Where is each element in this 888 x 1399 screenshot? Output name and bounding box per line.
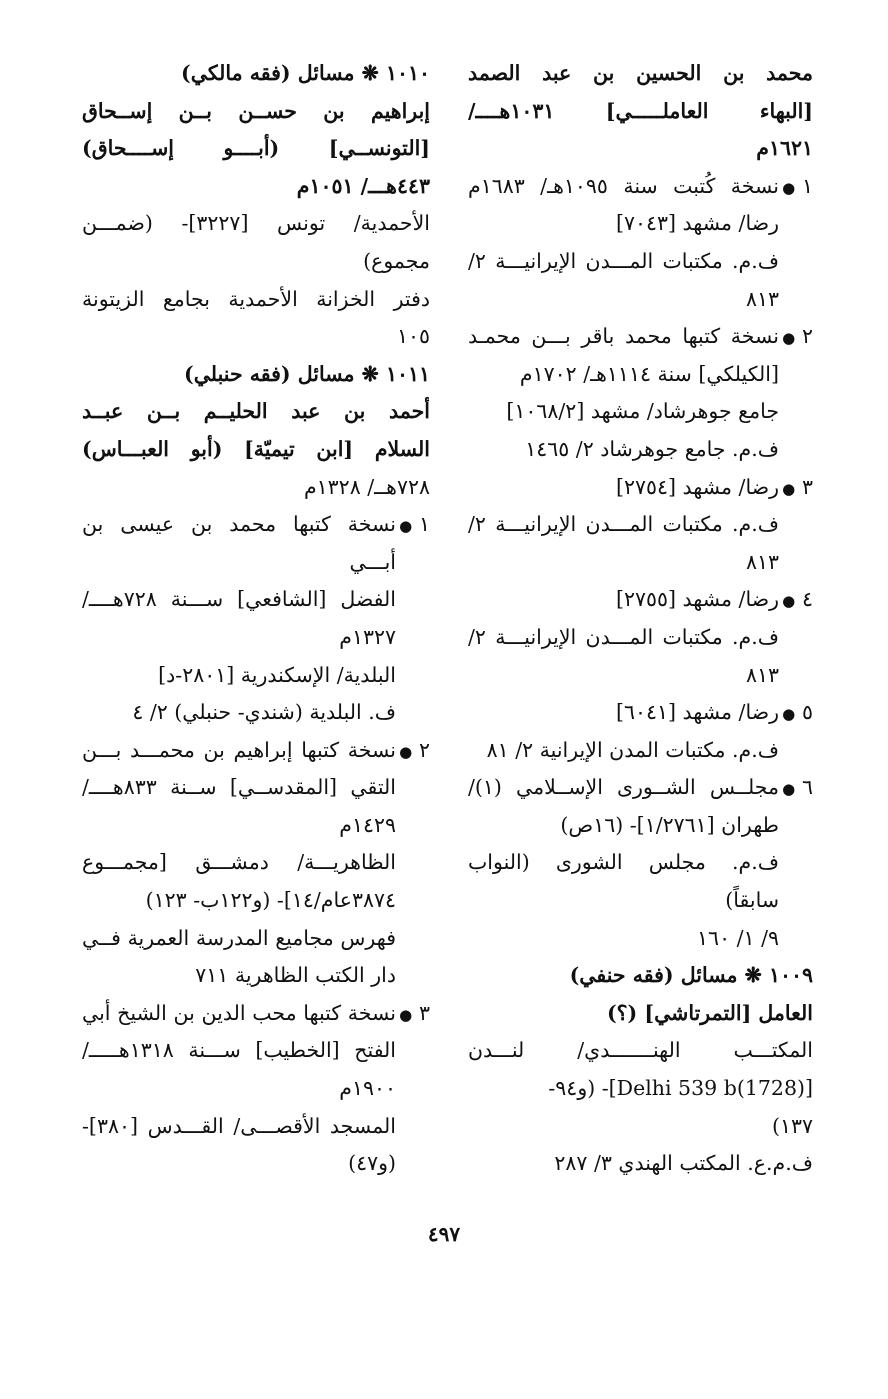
entry-line: نسخة كتبها محب الدين بن الشيخ أبي — [82, 1000, 396, 1025]
entry-line: رضا/ مشهد [٦٠٤١] — [615, 700, 779, 725]
entry-line: (و٤٧) — [348, 1151, 396, 1176]
section-heading-1010: ١٠١٠ ❋ مسائل (فقه مالكي) — [181, 61, 430, 85]
bullet-icon: ● — [782, 592, 800, 611]
author-ibn-taymiyya — [82, 393, 430, 506]
page-number: ٤٩٧ — [427, 1222, 461, 1246]
bullet-icon: ● — [399, 517, 417, 536]
entry-line: [الكيلكي] سنة ١١١٤هـ/ ١٧٠٢م — [519, 361, 779, 386]
author-line: محمد بن الحسين بن عبد الصمد — [468, 61, 813, 85]
entry-line: ف.م.ع. المكتب الهندي ٣/ ٢٨٧ — [554, 1151, 813, 1176]
entry-line: نسخة كتبها محمد باقر بـــن محمـد — [468, 324, 779, 349]
entry-line: المسجد الأقصـــى/ القـــدس [٣٨٠]- — [82, 1113, 396, 1138]
section-heading-1011: ١٠١١ ❋ مسائل (فقه حنبلي) — [184, 361, 430, 386]
author-bahai-amili — [468, 55, 813, 168]
manuscript-entry — [82, 506, 430, 732]
author-ibrahim-tunisi — [82, 93, 430, 206]
manuscript-entry — [82, 205, 430, 355]
entry-line: ١٠٥ — [396, 324, 430, 349]
entry-line: نسخة كُتبت سنة ١٠٩٥هـ/ ١٦٨٣م — [468, 173, 779, 198]
entry-line: ١٣٢٧م — [339, 624, 396, 649]
entry-line: التقي [المقدســي] ســنة ٨٣٣هــــ/ — [82, 775, 396, 800]
entry-line: ٩/ ١/ ١٦٠ — [697, 925, 779, 950]
manuscript-entry — [468, 694, 813, 769]
entry-number: ٦ — [801, 775, 813, 800]
entry-line: البلدية/ الإسكندرية [٢٨٠١-د] — [158, 662, 396, 687]
entry-line: طهران [١/٢٧٦١]- (١٦ص) — [560, 812, 779, 837]
entry-line: نسخة كتبها محمد بن عيسى بن أبـــي — [82, 512, 396, 574]
entry-number: ٣ — [418, 1000, 430, 1025]
entry-number: ٢ — [801, 324, 813, 349]
author-line: ٤٤٣هـــ/ ١٠٥١م — [296, 173, 430, 198]
entry-line: نسخة كتبها إبراهيم بن محمـــد بـــن — [82, 737, 396, 762]
entry-line: دار الكتب الظاهرية ٧١١ — [195, 963, 396, 988]
entry-number: ١ — [418, 512, 430, 537]
entry-line: ٨١٣ — [745, 662, 779, 687]
manuscript-entry — [82, 732, 430, 995]
entry-number: ١ — [801, 173, 813, 198]
bullet-icon: ● — [782, 705, 800, 724]
author-timurtashi — [468, 995, 813, 1033]
entry-line: ١٣٧) — [771, 1113, 813, 1138]
author-line: إبراهيم بن حســن بــن إســحاق — [82, 98, 430, 123]
entry-line: رضا/ مشهد [٢٧٥٤] — [615, 474, 779, 499]
entry-line: ف.م. جامع جوهرشاد ٢/ ١٤٦٥ — [525, 436, 779, 461]
author-line: العامل [التمرتاشي] (؟) — [606, 1000, 813, 1025]
entry-number: ٢ — [418, 737, 430, 762]
section-heading-1009: ١٠٠٩ ❋ مسائل (فقه حنفي) — [569, 963, 813, 988]
entry-line: رضا/ مشهد [٢٧٥٥] — [615, 587, 779, 612]
author-line: أحمد بن عبد الحليــم بــن عبــد — [82, 399, 430, 424]
bullet-icon: ● — [399, 1005, 417, 1024]
entry-line: دفتر الخزانة الأحمدية بجامع الزيتونة — [82, 286, 430, 311]
entry-line: ف.م. مكتبات المـــدن الإيرانيـــة ٢/ — [468, 624, 779, 649]
manuscript-entry — [468, 581, 813, 694]
right-column — [468, 55, 813, 1183]
author-line: [التونســي] (أبــــو إســــحاق) — [82, 136, 430, 161]
entry-line: ف. البلدية (شندي- حنبلي) ٢/ ٤ — [132, 700, 396, 725]
entry-number: ٥ — [801, 700, 813, 725]
bullet-icon: ● — [782, 479, 800, 498]
entry-line: [Delhi 539 b(1728)]- (و٩٤- — [548, 1076, 813, 1101]
bullet-icon: ● — [782, 780, 800, 799]
entry-line: الظاهريـــة/ دمشـــق [مجمـــوع — [82, 850, 396, 875]
left-column — [82, 55, 430, 1183]
author-line: [البهاء العاملـــــي] ١٠٣١هــــ/ — [468, 98, 813, 123]
manuscript-entry — [468, 469, 813, 582]
entry-line: ١٤٢٩م — [339, 812, 396, 837]
manuscript-entry — [468, 318, 813, 468]
entry-number: ٤ — [801, 587, 813, 612]
entry-line: ٨١٣ — [745, 549, 779, 574]
entry-line: ف.م. مكتبات المدن الإيرانية ٢/ ٨١ — [486, 737, 779, 762]
author-line: السلام [ابن تيميّة] (أبو العبـــاس) — [82, 436, 430, 461]
bullet-icon: ● — [782, 178, 800, 197]
entry-line: ف.م. مجلس الشورى (النواب سابقاً) — [468, 850, 779, 913]
entry-line: الفضل [الشافعي] ســـنة ٧٢٨هــــ/ — [82, 587, 396, 612]
manuscript-entry — [468, 1032, 813, 1182]
author-line: ١٦٢١م — [756, 136, 813, 161]
manuscript-entry — [468, 168, 813, 318]
entry-line: المكتـــب الهنـــــــدي/ لنـــدن — [468, 1038, 813, 1063]
entry-line: فهرس مجاميع المدرسة العمرية فــي — [82, 925, 396, 950]
entry-line: الفتح [الخطيب] ســـنة ١٣١٨هـــــ/ — [82, 1038, 396, 1063]
entry-line: جامع جوهرشاد/ مشهد [١٠٦٨/٢] — [506, 399, 779, 424]
entry-line: ٣٨٧٤عام/١٤]- (و١٢٢ب- ١٢٣) — [145, 888, 396, 913]
entry-line: مجموع) — [363, 248, 430, 273]
manuscript-entry — [468, 769, 813, 957]
manuscript-entry — [82, 995, 430, 1183]
entry-line: مجلــس الشــورى الإســلامي (١)/ — [468, 775, 779, 800]
entry-line: ١٩٠٠م — [339, 1076, 396, 1101]
entry-number: ٣ — [801, 474, 813, 499]
bullet-icon: ● — [782, 329, 800, 348]
author-line: ٧٢٨هــ/ ١٣٢٨م — [303, 474, 430, 499]
entry-line: ف.م. مكتبات المـــدن الإيرانيـــة ٢/ — [468, 248, 779, 273]
bullet-icon: ● — [399, 742, 417, 761]
entry-line: ٨١٣ — [745, 286, 779, 311]
entry-line: الأحمدية/ تونس [٣٢٢٧]- (ضمـــن — [82, 211, 430, 236]
entry-line: رضا/ مشهد [٧٠٤٣] — [615, 211, 779, 236]
entry-line: ف.م. مكتبات المـــدن الإيرانيـــة ٢/ — [468, 512, 779, 537]
